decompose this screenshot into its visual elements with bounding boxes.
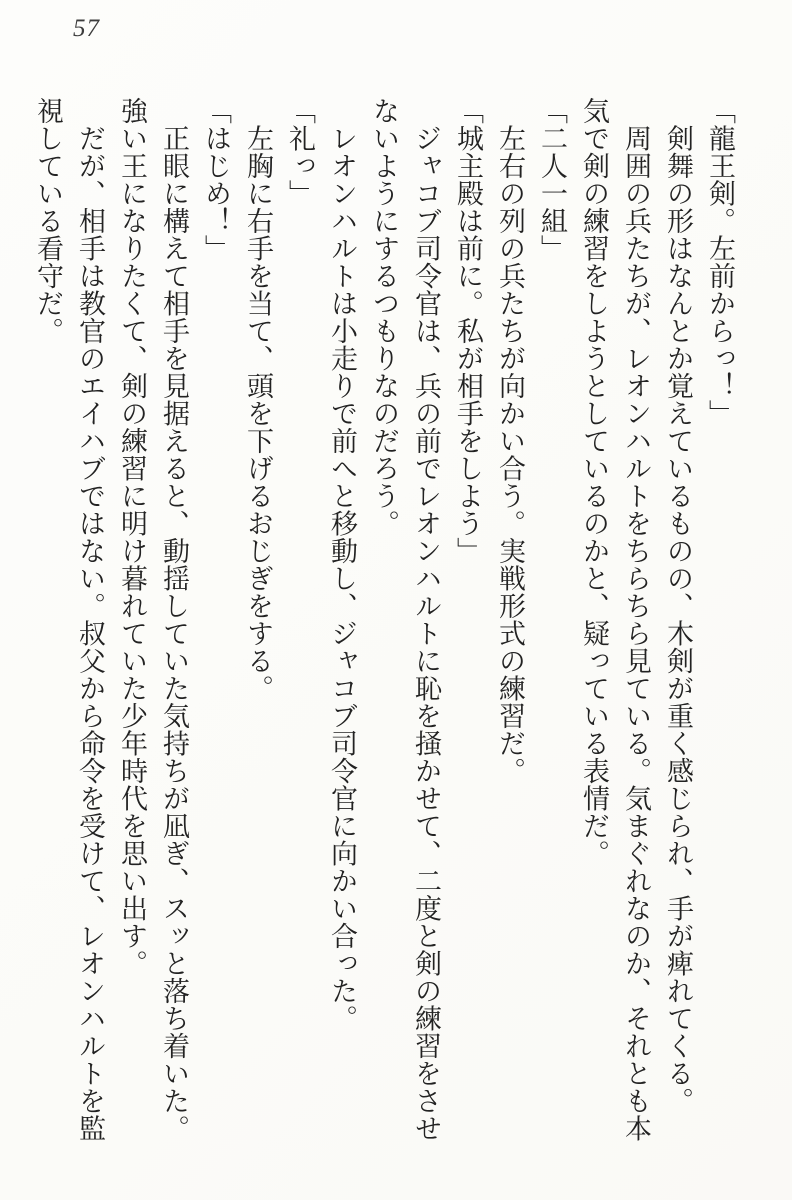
text-line: だが、相手は教官のエイハブではない。叔父から命令を受けて、レオンハルトを監 [75, 97, 105, 1142]
text-line: 周囲の兵たちが、レオンハルトをちらちら見ている。気まぐれなのか、それとも本 [621, 97, 651, 1142]
text-line: 「城主殿は前に。私が相手をしよう」 [453, 97, 483, 565]
text-line: 左右の列の兵たちが向かい合う。実戦形式の練習だ。 [495, 97, 525, 785]
text-line: 「二人一組」 [537, 97, 567, 262]
text-block [27, 97, 741, 1157]
text-line: 視している看守だ。 [33, 97, 63, 345]
text-line: 「礼っ」 [285, 97, 315, 207]
text-line: レオンハルトは小走りで前へと移動し、ジャコブ司令官に向かい合った。 [327, 97, 357, 1032]
text-line: ジャコブ司令官は、兵の前でレオンハルトに恥を掻かせて、二度と剣の練習をさせ [411, 97, 441, 1142]
text-line: 気で剣の練習をしようとしているのかと、疑っている表情だ。 [579, 97, 609, 867]
text-line: 左胸に右手を当て、頭を下げるおじぎをする。 [243, 97, 273, 702]
text-line: ないようにするつもりなのだろう。 [369, 97, 399, 537]
text-line: 「はじめ！」 [201, 97, 231, 262]
text-line: 剣舞の形はなんとか覚えているものの、木剣が重く感じられ、手が痺れてくる。 [663, 97, 693, 1115]
text-line: 「龍王剣。左前からっ！」 [705, 97, 735, 427]
page-number: 57 [73, 15, 100, 42]
text-line: 正眼に構えて相手を見据えると、動揺していた気持ちが凪ぎ、スッと落ち着いた。 [159, 97, 189, 1142]
text-line: 強い王になりたくて、剣の練習に明け暮れていた少年時代を思い出す。 [117, 97, 147, 977]
